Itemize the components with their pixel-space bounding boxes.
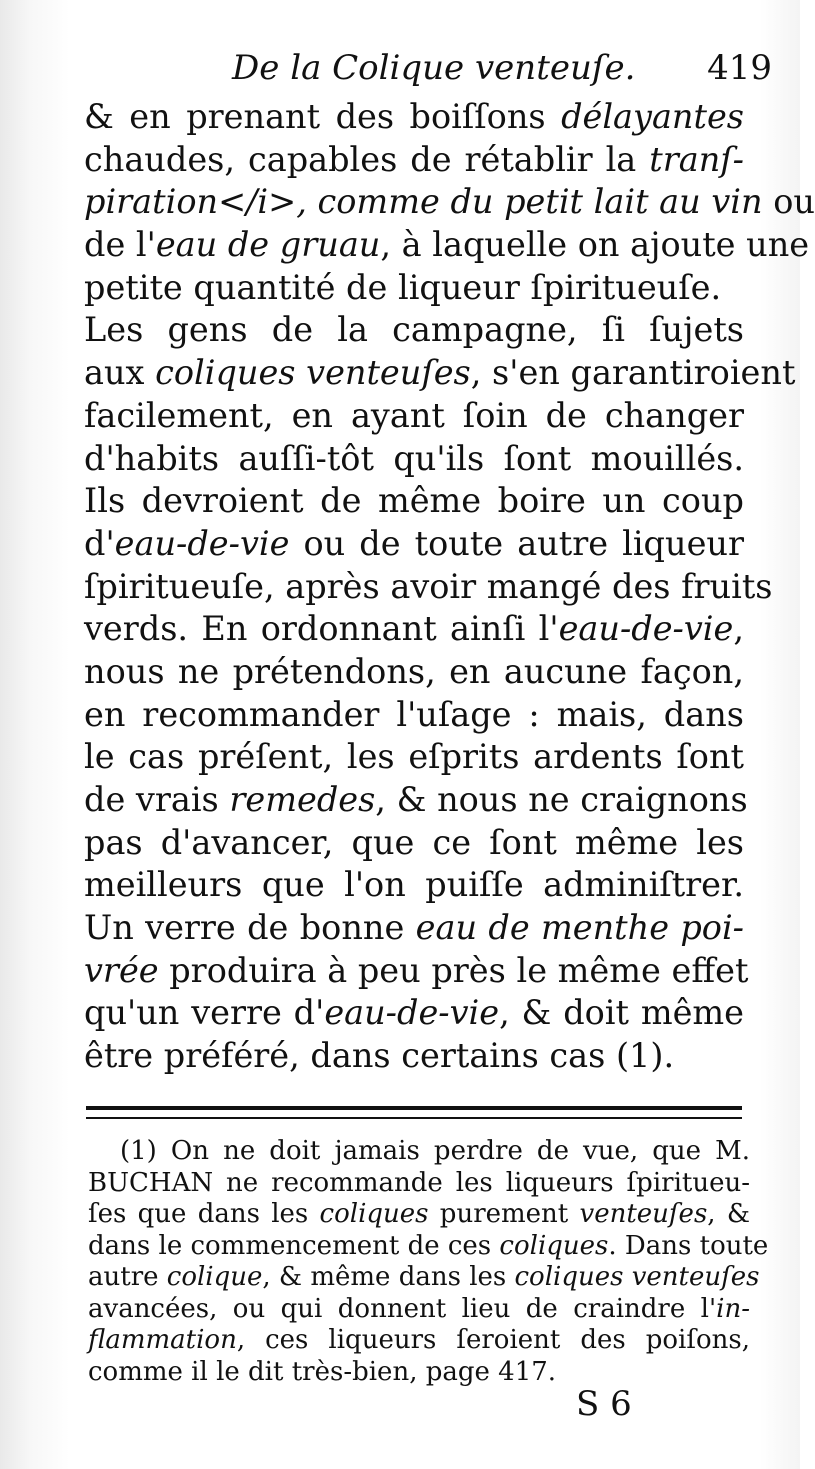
- running-title: De la Colique venteuſe.: [232, 48, 636, 88]
- signature-mark: S 6: [576, 1384, 632, 1424]
- main-text: [84, 96, 815, 1078]
- body-line-7: aux coliques venteuſes, s'en garantiroient: [84, 353, 796, 393]
- body-line-5: petite quantité de liqueur ſpiritueuſe.: [84, 267, 722, 307]
- body-line-9: d'habits auſſi-tôt qu'ils ſont mouillés.: [84, 438, 744, 478]
- body-line-18: pas d'avancer, que ce ſont même les: [84, 822, 744, 862]
- footnote-line-7: flammation, ces liqueurs ſeroient des poiſons,: [88, 1325, 750, 1355]
- footnote-line-4: dans le commencement de ces coliques. Dans toute: [88, 1230, 769, 1261]
- body-line-10: Ils devroient de même boire un coup: [84, 481, 744, 521]
- running-header: [232, 48, 772, 96]
- body-line-11: d'eau-de-vie ou de toute autre liqueur: [84, 523, 744, 563]
- body-line-2: chaudes, capables de rétablir la tranſ-: [84, 139, 744, 179]
- footnote-line-2: BUCHAN ne recommande les liqueurs ſpiritueu-: [88, 1167, 750, 1198]
- body-line-6: Les gens de la campagne, ſi ſujets: [84, 310, 744, 350]
- body-line-13: verds. En ordonnant ainſi l'eau-de-vie,: [84, 609, 744, 649]
- body-line-21: vrée produira à peu près le même effet: [84, 950, 749, 990]
- page-number: 419: [707, 48, 772, 88]
- footnote-line-3: ſes que dans les coliques purement venteuſes, &: [88, 1199, 750, 1229]
- body-line-14: nous ne prétendons, en aucune façon,: [84, 651, 744, 691]
- body-line-4: de l'eau de gruau, à laquelle on ajoute une: [84, 225, 810, 265]
- body-line-19: meilleurs que l'on puiſſe adminiſtrer.: [84, 865, 744, 905]
- body-line-3: piration</i>, comme du petit lait au vin ou: [84, 182, 815, 222]
- body-line-12: ſpiritueuſe, après avoir mangé des fruits: [84, 566, 773, 606]
- body-line-20: Un verre de bonne eau de menthe poi-: [84, 908, 745, 948]
- footnote-divider: [86, 1106, 742, 1119]
- footnote-line-6: avancées, ou qui donnent lieu de craindre l'in-: [88, 1293, 750, 1324]
- body-line-1: & en prenant des boiſſons délayantes: [84, 97, 744, 136]
- footnote-line-1: (1) On ne doit jamais perdre de vue, que M.: [120, 1136, 750, 1166]
- body-line-15: en recommander l'uſage : mais, dans: [84, 694, 744, 734]
- footnote-line-5: autre colique, & même dans les coliques venteuſes: [88, 1262, 760, 1292]
- body-line-22: qu'un verre d'eau-de-vie, & doit même: [84, 993, 745, 1033]
- footnote: [88, 1136, 769, 1388]
- body-line-16: le cas préſent, les eſprits ardents ſont: [84, 737, 744, 777]
- body-line-17: de vrais remedes, & nous ne craignons: [84, 780, 748, 819]
- body-line-23: être préféré, dans certains cas (1).: [84, 1036, 675, 1076]
- body-line-8: facilement, en ayant ſoin de changer: [84, 395, 744, 435]
- footnote-line-8: comme il le dit très-bien, page 417.: [88, 1356, 557, 1387]
